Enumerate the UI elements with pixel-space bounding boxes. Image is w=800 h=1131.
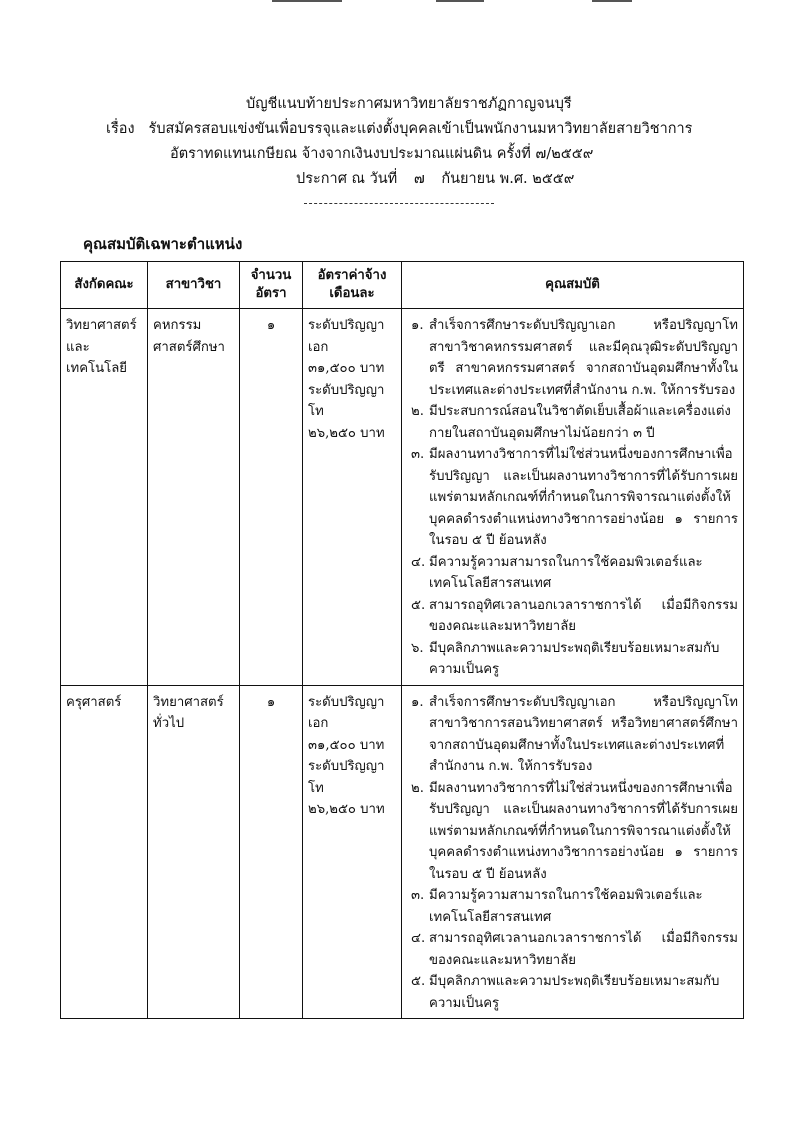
qualification-item: [407, 595, 738, 638]
qualification-item: [407, 315, 738, 401]
qualification-number: ๕.: [411, 974, 426, 989]
qualification-item: [407, 638, 738, 681]
cell-faculty: ครุศาสตร์: [61, 685, 148, 1019]
section-title: คุณสมบัติเฉพาะตำแหน่ง: [83, 235, 243, 253]
qualification-number: ๑.: [411, 318, 424, 333]
qualification-item: [407, 971, 738, 1014]
header-detail: อัตราทดแทนเกษียณ จ้างจากเงินงบประมาณแผ่นดิน ครั้งที่ ๗/๒๕๕๙: [170, 146, 594, 162]
qualification-number: ๕.: [411, 597, 426, 613]
subject-label: เรื่อง: [106, 121, 135, 137]
qualification-text: สำเร็จการศึกษาระดับปริญญาเอก หรือปริญญาโท สาขาวิชาคหกรรมศาสตร์ และมีคุณวุฒิระดับปริญญาตรี สาขาคหกรรมศาสตร์ จากสถาบันอุดมศึกษาทั้งในประเทศและต่างประเทศที่สำนักงาน ก.พ. ให้การรับรอง: [429, 318, 738, 398]
announce-day: ๗: [413, 171, 425, 187]
qualification-text: สามารถอุทิศเวลานอกเวลาราชการได้ เมื่อมีกิจกรรมของคณะและมหาวิทยาลัย: [429, 931, 738, 968]
cell-major: คหกรรม ศาสตร์ศึกษา: [148, 309, 240, 686]
qualification-number: ๒.: [411, 404, 424, 419]
header-major: สาขาวิชา: [148, 262, 240, 309]
qualification-text: มีประสบการณ์สอนในวิชาตัดเย็บเสื้อผ้าและเครื่องแต่งกายในสถาบันอุดมศึกษาไม่น้อยกว่า ๓ ปี: [429, 404, 731, 441]
header-announce-date: [0, 167, 800, 192]
qualification-number: ๓.: [411, 447, 425, 462]
table-header-row: [61, 262, 744, 309]
qualification-item: [407, 552, 738, 595]
qualification-item: [407, 444, 738, 552]
qualification-text: มีผลงานทางวิชาการที่ไม่ใช่ส่วนหนึ่งของการศึกษาเพื่อรับปริญญา และเป็นผลงานทางวิชาการที่ได้รับการเผยแพร่ตามหลักเกณฑ์ที่กำหนดในการพิจารณาแต่งตั้งให้บุคคลดำรงตำแหน่งทางวิชาการอย่างน้อย ๑ รายการ ในรอบ ๕ ปี ย้อนหลัง: [429, 780, 738, 882]
qualification-list: [407, 692, 738, 1015]
qualification-number: ๔.: [411, 554, 426, 570]
qualification-item: [407, 928, 738, 971]
qualification-number: ๖.: [411, 640, 424, 656]
qualification-item: [407, 778, 738, 886]
qualification-text: มีบุคลิกภาพและความประพฤติเรียบร้อยเหมาะสมกับความเป็นครู: [429, 640, 720, 677]
cell-qualifications: [402, 309, 744, 686]
header-title: บัญชีแนบท้ายประกาศมหาวิทยาลัยราชภัฏกาญจนบุรี: [246, 96, 572, 112]
qualification-text: มีความรู้ความสามารถในการใช้คอมพิวเตอร์และเทคโนโลยีสารสนเทศ: [429, 888, 703, 925]
qualification-number: ๒.: [411, 780, 424, 796]
cell-salary: ระดับปริญญาเอก ๓๑,๕๐๐ บาท ระดับปริญญาโท ๒๖,๒๕๐ บาท: [303, 309, 402, 686]
announce-prefix: ประกาศ ณ วันที่: [296, 171, 398, 187]
qualification-list: [407, 315, 738, 681]
qualifications-table: [60, 261, 744, 1019]
qualification-text: สามารถอุทิศเวลานอกเวลาราชการได้ เมื่อมีกิจกรรมของคณะและมหาวิทยาลัย: [429, 597, 738, 634]
announce-suffix: กันยายน พ.ศ. ๒๕๕๙: [441, 171, 575, 187]
header-faculty: สังกัดคณะ: [61, 262, 148, 309]
cell-qualifications: [402, 685, 744, 1019]
header-salary: อัตราค่าจ้าง เดือนละ: [303, 262, 402, 309]
qualification-text: สำเร็จการศึกษาระดับปริญญาเอก หรือปริญญาโท สาขาวิชาการสอนวิทยาศาสตร์ หรือวิทยาศาสตร์ศึกษา จากสถาบันอุดมศึกษาทั้งในประเทศและต่างประเทศที่สำนักงาน ก.พ. ให้การรับรอง: [429, 694, 738, 774]
qualification-number: ๔.: [411, 931, 426, 946]
qualification-item: [407, 885, 738, 928]
qualification-text: มีความรู้ความสามารถในการใช้คอมพิวเตอร์และเทคโนโลยีสารสนเทศ: [429, 554, 703, 591]
cell-faculty: วิทยาศาสตร์ และเทคโนโลยี: [61, 309, 148, 686]
qualification-text: มีบุคลิกภาพและความประพฤติเรียบร้อยเหมาะสมกับความเป็นครู: [429, 974, 720, 1011]
document-header: [0, 92, 800, 192]
qualification-text: มีผลงานทางวิชาการที่ไม่ใช่ส่วนหนึ่งของการศึกษาเพื่อรับปริญญา และเป็นผลงานทางวิชาการที่ได้รับการเผยแพร่ตามหลักเกณฑ์ที่กำหนดในการพิจารณาแต่งตั้งให้บุคคลดำรงตำแหน่งทางวิชาการอย่างน้อย ๑ รายการ ในรอบ ๕ ปี ย้อนหลัง: [429, 447, 738, 548]
table-row: [61, 685, 744, 1019]
subject-text: รับสมัครสอบแข่งขันเพื่อบรรจุและแต่งตั้งบุคคลเข้าเป็นพนักงานมหาวิทยาลัยสายวิชาการ: [148, 121, 693, 137]
table-row: [61, 309, 744, 686]
qualification-number: ๓.: [411, 888, 425, 903]
header-subject: [0, 117, 800, 142]
header-divider: [304, 203, 494, 204]
header-qualifications: คุณสมบัติ: [402, 262, 744, 309]
cell-count: ๑: [240, 685, 303, 1019]
qualification-item: [407, 692, 738, 778]
cell-count: ๑: [240, 309, 303, 686]
cell-major: วิทยาศาสตร์ ทั่วไป: [148, 685, 240, 1019]
cell-salary: ระดับปริญญาเอก ๓๑,๕๐๐ บาท ระดับปริญญาโท ๒๖,๒๕๐ บาท: [303, 685, 402, 1019]
header-count: จำนวน อัตรา: [240, 262, 303, 309]
scan-edge-marks: [0, 0, 800, 6]
qualification-item: [407, 401, 738, 444]
qualification-number: ๑.: [411, 694, 424, 710]
